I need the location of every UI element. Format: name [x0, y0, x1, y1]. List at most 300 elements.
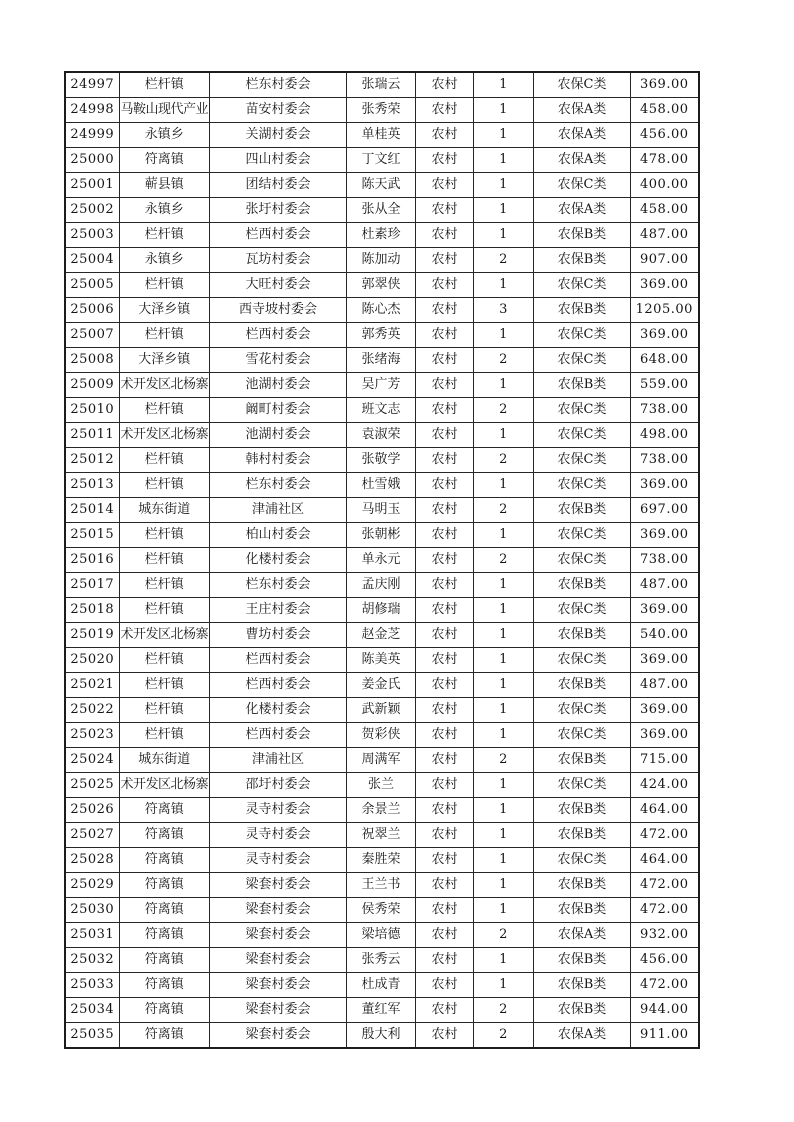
cell-person-count: 2	[474, 448, 534, 473]
cell-village-committee: 栏西村委会	[210, 648, 347, 673]
cell-person-name: 袁淑荣	[347, 423, 416, 448]
cell-person-count: 1	[474, 598, 534, 623]
cell-residence-type: 农村	[416, 348, 474, 373]
cell-town: 马鞍山现代产业	[119, 98, 210, 123]
cell-residence-type: 农村	[416, 148, 474, 173]
cell-town: 栏杆镇	[119, 72, 210, 98]
table-row	[65, 348, 699, 373]
cell-town: 术开发区北杨寨	[119, 373, 210, 398]
cell-person-name: 张瑞云	[347, 72, 416, 98]
table-row	[65, 848, 699, 873]
cell-town: 栏杆镇	[119, 323, 210, 348]
cell-town: 栏杆镇	[119, 223, 210, 248]
cell-village-committee: 栏东村委会	[210, 72, 347, 98]
cell-person-count: 1	[474, 798, 534, 823]
cell-amount: 464.00	[631, 798, 699, 823]
cell-person-id: 25006	[65, 298, 119, 323]
cell-village-committee: 梁套村委会	[210, 948, 347, 973]
cell-village-committee: 池湖村委会	[210, 423, 347, 448]
cell-village-committee: 雪花村委会	[210, 348, 347, 373]
cell-village-committee: 梁套村委会	[210, 923, 347, 948]
cell-insurance-category: 农保C类	[534, 423, 631, 448]
cell-person-name: 祝翠兰	[347, 823, 416, 848]
cell-residence-type: 农村	[416, 123, 474, 148]
cell-person-name: 陈心杰	[347, 298, 416, 323]
table-row	[65, 423, 699, 448]
table-row	[65, 673, 699, 698]
cell-amount: 472.00	[631, 823, 699, 848]
cell-person-name: 杜成青	[347, 973, 416, 998]
cell-insurance-category: 农保B类	[534, 373, 631, 398]
cell-person-name: 单永元	[347, 548, 416, 573]
cell-village-committee: 曹坊村委会	[210, 623, 347, 648]
table-row	[65, 498, 699, 523]
cell-residence-type: 农村	[416, 723, 474, 748]
cell-amount: 369.00	[631, 323, 699, 348]
cell-person-count: 1	[474, 873, 534, 898]
cell-village-committee: 关湖村委会	[210, 123, 347, 148]
table-row	[65, 398, 699, 423]
cell-person-count: 1	[474, 323, 534, 348]
cell-person-name: 杜素珍	[347, 223, 416, 248]
cell-insurance-category: 农保B类	[534, 248, 631, 273]
cell-amount: 369.00	[631, 698, 699, 723]
cell-village-committee: 化楼村委会	[210, 548, 347, 573]
cell-person-id: 25005	[65, 273, 119, 298]
cell-insurance-category: 农保B类	[534, 898, 631, 923]
cell-person-count: 2	[474, 498, 534, 523]
cell-person-name: 余景兰	[347, 798, 416, 823]
cell-person-name: 孟庆刚	[347, 573, 416, 598]
cell-person-count: 1	[474, 623, 534, 648]
cell-person-count: 3	[474, 298, 534, 323]
table-row	[65, 598, 699, 623]
cell-person-count: 1	[474, 723, 534, 748]
cell-town: 符离镇	[119, 1023, 210, 1049]
cell-person-name: 秦胜荣	[347, 848, 416, 873]
cell-village-committee: 灵寺村委会	[210, 848, 347, 873]
cell-person-name: 贺彩侠	[347, 723, 416, 748]
cell-residence-type: 农村	[416, 748, 474, 773]
cell-insurance-category: 农保C类	[534, 273, 631, 298]
cell-residence-type: 农村	[416, 823, 474, 848]
cell-person-id: 25035	[65, 1023, 119, 1049]
cell-village-committee: 化楼村委会	[210, 698, 347, 723]
cell-person-name: 单桂英	[347, 123, 416, 148]
cell-person-name: 侯秀荣	[347, 898, 416, 923]
cell-insurance-category: 农保B类	[534, 298, 631, 323]
cell-residence-type: 农村	[416, 223, 474, 248]
cell-town: 栏杆镇	[119, 548, 210, 573]
table-row	[65, 723, 699, 748]
cell-person-count: 1	[474, 523, 534, 548]
cell-person-name: 梁培德	[347, 923, 416, 948]
cell-town: 符离镇	[119, 898, 210, 923]
cell-amount: 369.00	[631, 72, 699, 98]
cell-residence-type: 农村	[416, 623, 474, 648]
cell-residence-type: 农村	[416, 198, 474, 223]
cell-insurance-category: 农保C类	[534, 598, 631, 623]
cell-amount: 472.00	[631, 898, 699, 923]
cell-person-count: 2	[474, 1023, 534, 1049]
cell-insurance-category: 农保C类	[534, 398, 631, 423]
cell-person-count: 1	[474, 123, 534, 148]
cell-person-id: 25018	[65, 598, 119, 623]
cell-residence-type: 农村	[416, 498, 474, 523]
cell-person-id: 25000	[65, 148, 119, 173]
cell-person-id: 25011	[65, 423, 119, 448]
cell-town: 栏杆镇	[119, 573, 210, 598]
cell-person-count: 1	[474, 648, 534, 673]
cell-insurance-category: 农保C类	[534, 448, 631, 473]
cell-village-committee: 池湖村委会	[210, 373, 347, 398]
cell-residence-type: 农村	[416, 273, 474, 298]
cell-amount: 456.00	[631, 948, 699, 973]
cell-village-committee: 柏山村委会	[210, 523, 347, 548]
table-row	[65, 123, 699, 148]
cell-amount: 932.00	[631, 923, 699, 948]
cell-insurance-category: 农保A类	[534, 148, 631, 173]
cell-person-id: 25022	[65, 698, 119, 723]
cell-residence-type: 农村	[416, 473, 474, 498]
cell-person-name: 班文志	[347, 398, 416, 423]
cell-person-name: 吴广芳	[347, 373, 416, 398]
cell-residence-type: 农村	[416, 523, 474, 548]
cell-amount: 1205.00	[631, 298, 699, 323]
cell-insurance-category: 农保C类	[534, 773, 631, 798]
cell-person-name: 武新颖	[347, 698, 416, 723]
cell-person-name: 张秀荣	[347, 98, 416, 123]
cell-insurance-category: 农保B类	[534, 623, 631, 648]
cell-residence-type: 农村	[416, 548, 474, 573]
cell-village-committee: 栏西村委会	[210, 223, 347, 248]
cell-amount: 464.00	[631, 848, 699, 873]
cell-person-name: 胡修瑞	[347, 598, 416, 623]
cell-person-id: 25034	[65, 998, 119, 1023]
cell-person-id: 25010	[65, 398, 119, 423]
table-row	[65, 1023, 699, 1049]
cell-insurance-category: 农保C类	[534, 848, 631, 873]
cell-insurance-category: 农保A类	[534, 123, 631, 148]
cell-village-committee: 瓦坊村委会	[210, 248, 347, 273]
cell-insurance-category: 农保A类	[534, 198, 631, 223]
cell-village-committee: 西寺坡村委会	[210, 298, 347, 323]
cell-insurance-category: 农保C类	[534, 548, 631, 573]
cell-village-committee: 灵寺村委会	[210, 823, 347, 848]
cell-residence-type: 农村	[416, 998, 474, 1023]
cell-person-count: 1	[474, 72, 534, 98]
cell-person-name: 陈天武	[347, 173, 416, 198]
cell-person-count: 1	[474, 973, 534, 998]
cell-person-id: 25008	[65, 348, 119, 373]
cell-village-committee: 栏东村委会	[210, 473, 347, 498]
table-row	[65, 548, 699, 573]
cell-town: 栏杆镇	[119, 273, 210, 298]
cell-village-committee: 梁套村委会	[210, 873, 347, 898]
cell-person-name: 马明玉	[347, 498, 416, 523]
cell-person-name: 赵金芝	[347, 623, 416, 648]
cell-person-count: 1	[474, 473, 534, 498]
cell-residence-type: 农村	[416, 423, 474, 448]
table-row	[65, 373, 699, 398]
table-row	[65, 973, 699, 998]
cell-town: 栏杆镇	[119, 398, 210, 423]
cell-person-name: 陈加动	[347, 248, 416, 273]
cell-amount: 738.00	[631, 548, 699, 573]
cell-town: 符离镇	[119, 948, 210, 973]
cell-person-count: 1	[474, 773, 534, 798]
cell-person-count: 1	[474, 573, 534, 598]
cell-town: 城东街道	[119, 748, 210, 773]
cell-insurance-category: 农保C类	[534, 698, 631, 723]
cell-amount: 738.00	[631, 398, 699, 423]
cell-person-id: 25019	[65, 623, 119, 648]
cell-insurance-category: 农保C类	[534, 323, 631, 348]
cell-town: 符离镇	[119, 998, 210, 1023]
cell-person-id: 25015	[65, 523, 119, 548]
cell-person-id: 25003	[65, 223, 119, 248]
cell-person-id: 24999	[65, 123, 119, 148]
cell-person-count: 1	[474, 273, 534, 298]
cell-town: 栏杆镇	[119, 673, 210, 698]
cell-amount: 369.00	[631, 273, 699, 298]
cell-town: 城东街道	[119, 498, 210, 523]
cell-village-committee: 梁套村委会	[210, 898, 347, 923]
cell-residence-type: 农村	[416, 298, 474, 323]
table-row	[65, 523, 699, 548]
cell-amount: 487.00	[631, 223, 699, 248]
cell-town: 栏杆镇	[119, 523, 210, 548]
cell-person-id: 25007	[65, 323, 119, 348]
cell-person-id: 25029	[65, 873, 119, 898]
cell-village-committee: 王庄村委会	[210, 598, 347, 623]
cell-person-count: 1	[474, 848, 534, 873]
cell-town: 栏杆镇	[119, 698, 210, 723]
cell-village-committee: 团结村委会	[210, 173, 347, 198]
cell-town: 术开发区北杨寨	[119, 423, 210, 448]
cell-person-id: 25009	[65, 373, 119, 398]
cell-village-committee: 苗安村委会	[210, 98, 347, 123]
cell-residence-type: 农村	[416, 598, 474, 623]
cell-person-count: 1	[474, 948, 534, 973]
cell-village-committee: 梁套村委会	[210, 973, 347, 998]
records-table-body	[65, 72, 699, 1048]
cell-village-committee: 韩村村委会	[210, 448, 347, 473]
table-row	[65, 648, 699, 673]
cell-person-id: 25012	[65, 448, 119, 473]
cell-amount: 540.00	[631, 623, 699, 648]
cell-amount: 369.00	[631, 648, 699, 673]
cell-town: 永镇乡	[119, 248, 210, 273]
cell-person-name: 周满军	[347, 748, 416, 773]
cell-amount: 369.00	[631, 723, 699, 748]
cell-amount: 400.00	[631, 173, 699, 198]
cell-person-name: 殷大利	[347, 1023, 416, 1049]
cell-town: 符离镇	[119, 848, 210, 873]
cell-person-count: 2	[474, 348, 534, 373]
cell-amount: 369.00	[631, 523, 699, 548]
cell-insurance-category: 农保B类	[534, 798, 631, 823]
cell-residence-type: 农村	[416, 323, 474, 348]
cell-village-committee: 栏西村委会	[210, 723, 347, 748]
cell-amount: 738.00	[631, 448, 699, 473]
cell-village-committee: 栏西村委会	[210, 673, 347, 698]
cell-insurance-category: 农保B类	[534, 973, 631, 998]
cell-person-id: 25021	[65, 673, 119, 698]
cell-person-count: 2	[474, 998, 534, 1023]
cell-person-name: 郭秀英	[347, 323, 416, 348]
cell-town: 符离镇	[119, 973, 210, 998]
cell-village-committee: 栏东村委会	[210, 573, 347, 598]
cell-village-committee: 栏西村委会	[210, 323, 347, 348]
table-row	[65, 298, 699, 323]
table-row	[65, 748, 699, 773]
cell-amount: 472.00	[631, 873, 699, 898]
cell-residence-type: 农村	[416, 698, 474, 723]
table-row	[65, 773, 699, 798]
cell-person-count: 1	[474, 198, 534, 223]
cell-residence-type: 农村	[416, 848, 474, 873]
cell-town: 术开发区北杨寨	[119, 623, 210, 648]
cell-residence-type: 农村	[416, 173, 474, 198]
cell-village-committee: 张圩村委会	[210, 198, 347, 223]
cell-insurance-category: 农保B类	[534, 673, 631, 698]
cell-residence-type: 农村	[416, 648, 474, 673]
cell-person-id: 25014	[65, 498, 119, 523]
cell-insurance-category: 农保A类	[534, 923, 631, 948]
cell-person-count: 2	[474, 923, 534, 948]
cell-insurance-category: 农保B类	[534, 998, 631, 1023]
table-row	[65, 823, 699, 848]
cell-person-id: 25033	[65, 973, 119, 998]
cell-town: 栏杆镇	[119, 448, 210, 473]
cell-person-id: 24998	[65, 98, 119, 123]
cell-residence-type: 农村	[416, 248, 474, 273]
cell-insurance-category: 农保B类	[534, 748, 631, 773]
cell-insurance-category: 农保A类	[534, 98, 631, 123]
cell-amount: 559.00	[631, 373, 699, 398]
cell-person-id: 25024	[65, 748, 119, 773]
cell-insurance-category: 农保B类	[534, 223, 631, 248]
cell-person-id: 25025	[65, 773, 119, 798]
cell-residence-type: 农村	[416, 448, 474, 473]
cell-residence-type: 农村	[416, 898, 474, 923]
cell-residence-type: 农村	[416, 923, 474, 948]
cell-insurance-category: 农保B类	[534, 873, 631, 898]
cell-person-count: 1	[474, 98, 534, 123]
table-row	[65, 998, 699, 1023]
cell-person-id: 25027	[65, 823, 119, 848]
cell-residence-type: 农村	[416, 573, 474, 598]
cell-residence-type: 农村	[416, 1023, 474, 1049]
cell-town: 大泽乡镇	[119, 348, 210, 373]
cell-person-id: 24997	[65, 72, 119, 98]
cell-village-committee: 津浦社区	[210, 748, 347, 773]
table-row	[65, 323, 699, 348]
cell-person-id: 25028	[65, 848, 119, 873]
cell-insurance-category: 农保B类	[534, 498, 631, 523]
cell-residence-type: 农村	[416, 873, 474, 898]
cell-insurance-category: 农保B类	[534, 823, 631, 848]
cell-person-count: 1	[474, 173, 534, 198]
cell-town: 栏杆镇	[119, 598, 210, 623]
cell-person-name: 姜金氏	[347, 673, 416, 698]
cell-insurance-category: 农保C类	[534, 348, 631, 373]
table-row	[65, 198, 699, 223]
cell-person-name: 张敬学	[347, 448, 416, 473]
table-row	[65, 148, 699, 173]
cell-amount: 369.00	[631, 473, 699, 498]
cell-village-committee: 邵圩村委会	[210, 773, 347, 798]
table-row	[65, 248, 699, 273]
cell-residence-type: 农村	[416, 98, 474, 123]
cell-insurance-category: 农保C类	[534, 72, 631, 98]
cell-amount: 944.00	[631, 998, 699, 1023]
cell-town: 符离镇	[119, 823, 210, 848]
cell-insurance-category: 农保B类	[534, 948, 631, 973]
cell-person-id: 25016	[65, 548, 119, 573]
cell-town: 栏杆镇	[119, 473, 210, 498]
cell-person-id: 25031	[65, 923, 119, 948]
cell-residence-type: 农村	[416, 948, 474, 973]
cell-residence-type: 农村	[416, 773, 474, 798]
cell-person-name: 王兰书	[347, 873, 416, 898]
cell-village-committee: 阚町村委会	[210, 398, 347, 423]
cell-person-count: 1	[474, 898, 534, 923]
cell-amount: 369.00	[631, 598, 699, 623]
cell-residence-type: 农村	[416, 673, 474, 698]
cell-village-committee: 梁套村委会	[210, 1023, 347, 1049]
cell-person-id: 25023	[65, 723, 119, 748]
table-row	[65, 173, 699, 198]
cell-residence-type: 农村	[416, 973, 474, 998]
cell-person-count: 1	[474, 823, 534, 848]
cell-amount: 487.00	[631, 573, 699, 598]
cell-amount: 472.00	[631, 973, 699, 998]
cell-amount: 715.00	[631, 748, 699, 773]
cell-person-id: 25001	[65, 173, 119, 198]
cell-person-name: 张朝彬	[347, 523, 416, 548]
cell-residence-type: 农村	[416, 798, 474, 823]
cell-person-count: 1	[474, 423, 534, 448]
cell-amount: 498.00	[631, 423, 699, 448]
cell-person-count: 1	[474, 673, 534, 698]
cell-town: 栏杆镇	[119, 723, 210, 748]
cell-town: 符离镇	[119, 148, 210, 173]
cell-person-name: 杜雪娥	[347, 473, 416, 498]
cell-town: 符离镇	[119, 798, 210, 823]
cell-amount: 456.00	[631, 123, 699, 148]
cell-town: 大泽乡镇	[119, 298, 210, 323]
cell-person-id: 25017	[65, 573, 119, 598]
cell-town: 栏杆镇	[119, 648, 210, 673]
cell-residence-type: 农村	[416, 72, 474, 98]
cell-insurance-category: 农保C类	[534, 473, 631, 498]
cell-amount: 907.00	[631, 248, 699, 273]
cell-person-count: 1	[474, 223, 534, 248]
cell-insurance-category: 农保C类	[534, 648, 631, 673]
cell-person-name: 张绪海	[347, 348, 416, 373]
cell-insurance-category: 农保C类	[534, 723, 631, 748]
table-row	[65, 898, 699, 923]
table-row	[65, 72, 699, 98]
cell-village-committee: 灵寺村委会	[210, 798, 347, 823]
table-row	[65, 223, 699, 248]
cell-residence-type: 农村	[416, 398, 474, 423]
cell-person-id: 25020	[65, 648, 119, 673]
table-row	[65, 273, 699, 298]
cell-person-count: 2	[474, 748, 534, 773]
